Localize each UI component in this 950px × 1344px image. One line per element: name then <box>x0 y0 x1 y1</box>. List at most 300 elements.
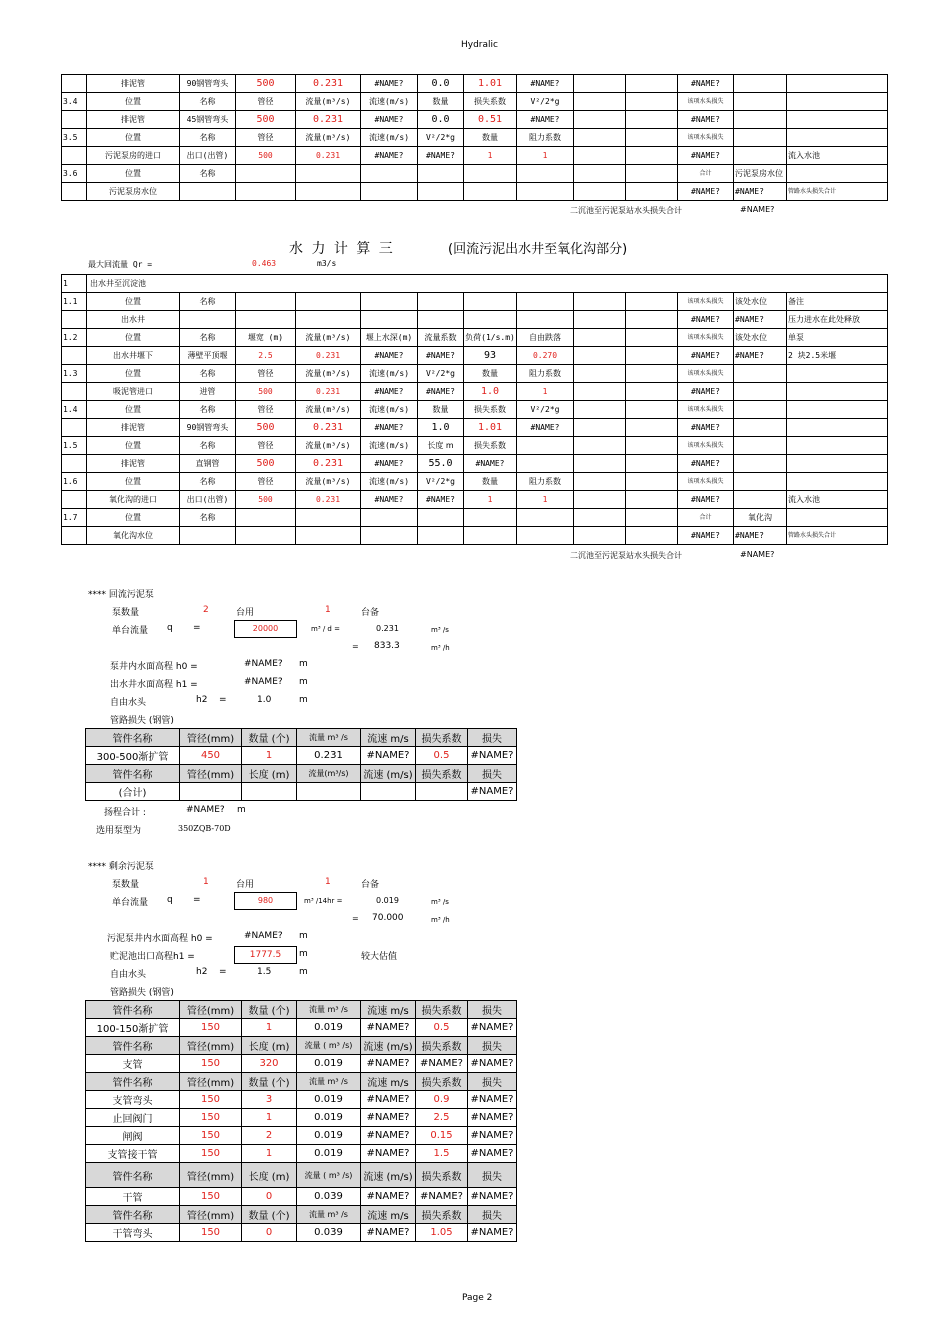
table-cell <box>626 383 678 401</box>
table-cell <box>626 419 678 437</box>
hydraulic-table-top <box>61 74 888 201</box>
table-cell <box>734 93 787 111</box>
table-cell <box>418 311 464 329</box>
pump1-flow-input[interactable]: 20000 <box>234 620 297 638</box>
table-cell <box>626 165 678 183</box>
table-cell: 1.6 <box>62 473 87 491</box>
table-cell: #NAME? <box>734 527 787 545</box>
pump1-count: 2 <box>203 605 209 615</box>
table-cell: 45钢管弯头 <box>180 111 236 129</box>
pump1-h2-sym: h2 <box>196 695 208 705</box>
table-row <box>62 455 888 473</box>
table-cell: 1 <box>242 1109 297 1127</box>
qr-label: 最大回流量 Qr = <box>88 260 153 269</box>
table-cell <box>787 383 888 401</box>
pump2-h2-label: 自由水头 <box>110 970 147 980</box>
table-cell: 名称 <box>180 473 236 491</box>
table-cell: 负荷(1/s.m) <box>464 329 517 347</box>
table-cell: 阻力系数 <box>517 365 574 383</box>
table-cell: #NAME? <box>734 311 787 329</box>
table-header-cell: 流速 (m/s) <box>361 1163 416 1188</box>
table-cell: 0.231 <box>296 75 361 93</box>
table-row <box>86 1224 517 1242</box>
table-cell: 流入水池 <box>787 147 888 165</box>
table-cell: 氧化沟的进口 <box>87 491 180 509</box>
table-cell: 管径 <box>236 365 296 383</box>
table-cell: 1.5 <box>62 437 87 455</box>
pump2-loss-label: 管路损失 (钢管) <box>110 988 174 998</box>
table-header-cell: 流量 m³ /s <box>297 1206 361 1224</box>
table-cell <box>236 527 296 545</box>
table-row <box>62 383 888 401</box>
table-cell: 500 <box>236 419 296 437</box>
pump2-use-label: 台用 <box>236 880 255 890</box>
table-cell <box>517 455 574 473</box>
table-header-cell: 损失 <box>468 729 517 747</box>
table-row <box>62 509 888 527</box>
table-cell: 该处水位 <box>734 293 787 311</box>
table-cell: 0.231 <box>297 747 361 765</box>
table-header-cell: 流量 ( m³ /s) <box>297 1037 361 1055</box>
table-cell <box>296 293 361 311</box>
table-cell: 出口(出管) <box>180 147 236 165</box>
table-header-cell: 管径(mm) <box>180 1037 242 1055</box>
table-cell: 闸阀 <box>86 1127 180 1145</box>
table-cell <box>574 401 626 419</box>
table-cell <box>787 473 888 491</box>
table-cell <box>62 527 87 545</box>
pump2-flow-m3h: 70.000 <box>372 913 404 923</box>
table-cell: 管路水头损失合计 <box>787 183 888 201</box>
table-cell <box>361 293 418 311</box>
table-cell <box>626 437 678 455</box>
table-header-cell: 损失系数 <box>416 729 468 747</box>
table-cell: 位置 <box>87 165 180 183</box>
table-cell <box>464 311 517 329</box>
table-cell: 支管 <box>86 1055 180 1073</box>
table-cell: 150 <box>180 1188 242 1206</box>
table-cell: 位置 <box>87 509 180 527</box>
table-cell: #NAME? <box>464 455 517 473</box>
table-cell: 污泥泵房的进口 <box>87 147 180 165</box>
top-total-value: #NAME? <box>740 205 775 214</box>
table-cell: 55.0 <box>418 455 464 473</box>
table-cell <box>626 129 678 147</box>
table-cell: 1 <box>517 147 574 165</box>
table-cell <box>574 437 626 455</box>
table-cell <box>517 183 574 201</box>
table-cell: 150 <box>180 1091 242 1109</box>
table-cell <box>787 111 888 129</box>
pump2-h1-input[interactable]: 1777.5 <box>234 946 297 964</box>
table-cell: V²/2*g <box>418 473 464 491</box>
table-cell: 位置 <box>87 401 180 419</box>
table-cell <box>574 165 626 183</box>
table-header-cell: 数量 (个) <box>242 729 297 747</box>
table-row <box>62 419 888 437</box>
table-cell: 该项水头损失 <box>678 293 734 311</box>
table-cell: 150 <box>180 1055 242 1073</box>
pump1-loss-label: 管路损失 (钢管) <box>110 716 174 726</box>
table-cell: 自由跌落 <box>517 329 574 347</box>
table-header-cell: 损失系数 <box>416 1037 468 1055</box>
table-cell <box>236 293 296 311</box>
table-row <box>62 365 888 383</box>
table-cell <box>297 783 361 801</box>
pump2-h2-unit: m <box>299 967 308 977</box>
table-cell: 单泵 <box>787 329 888 347</box>
section3-subtitle: (回流污泥出水井至氧化沟部分) <box>448 242 628 257</box>
table-cell: 0.231 <box>296 147 361 165</box>
qr-unit: m3/s <box>317 259 337 268</box>
table-cell: 数量 <box>418 93 464 111</box>
pump1-model-label: 选用泵型为 <box>96 826 142 836</box>
table-cell: 止回阀门 <box>86 1109 180 1127</box>
table-cell: 干管弯头 <box>86 1224 180 1242</box>
table-row <box>62 473 888 491</box>
table-cell: #NAME? <box>361 147 418 165</box>
table-cell: 0.9 <box>416 1091 468 1109</box>
table-cell: #NAME? <box>678 527 734 545</box>
table-header-cell: 管件名称 <box>86 765 180 783</box>
table-cell: 堰宽 (m) <box>236 329 296 347</box>
table-row <box>62 527 888 545</box>
pump1-h1-label: 出水井水面高程 h1 = <box>110 680 198 690</box>
table-header-row <box>86 1037 517 1055</box>
table-cell <box>418 183 464 201</box>
pump2-h1-note: 较大估值 <box>361 952 398 962</box>
table-cell: 90钢管弯头 <box>180 419 236 437</box>
table-row <box>86 747 517 765</box>
table-cell: 1.1 <box>62 293 87 311</box>
table-cell <box>296 527 361 545</box>
table-cell: 500 <box>236 455 296 473</box>
pump2-h1-label: 贮泥池出口高程h1 = <box>110 952 195 962</box>
table-cell: 1 <box>242 747 297 765</box>
table-row <box>86 1127 517 1145</box>
table-cell: 数量 <box>464 365 517 383</box>
pump2-loss-table <box>85 1000 517 1242</box>
table-cell: #NAME? <box>678 147 734 165</box>
table-cell <box>62 419 87 437</box>
table-cell: 1.2 <box>62 329 87 347</box>
table-cell: #NAME? <box>468 1091 517 1109</box>
table-cell <box>734 383 787 401</box>
table-header-cell: 管径(mm) <box>180 729 242 747</box>
table-cell: 名称 <box>180 93 236 111</box>
table-row <box>62 111 888 129</box>
table-cell <box>626 293 678 311</box>
page-footer: Page 2 <box>462 1293 493 1303</box>
table-cell <box>626 527 678 545</box>
pump2-flow-input[interactable]: 980 <box>234 892 297 910</box>
table-cell: 1.3 <box>62 365 87 383</box>
table-cell <box>517 509 574 527</box>
table-cell: 0.019 <box>297 1091 361 1109</box>
table-cell: #NAME? <box>361 747 416 765</box>
table-cell: 合计 <box>678 165 734 183</box>
table-cell: 0.039 <box>297 1188 361 1206</box>
table-cell: 流速(m/s) <box>361 365 418 383</box>
table-cell: 该项水头损失 <box>678 329 734 347</box>
table-cell: #NAME? <box>361 491 418 509</box>
table-cell: 损失系数 <box>464 93 517 111</box>
table-header-cell: 损失 <box>468 1037 517 1055</box>
table-cell: 管径 <box>236 473 296 491</box>
table-header-cell: 流速 m/s <box>361 1073 416 1091</box>
table-cell <box>574 473 626 491</box>
pump2-title: **** 剩余污泥泵 <box>88 862 154 872</box>
table-header-cell: 损失 <box>468 765 517 783</box>
table-cell: #NAME? <box>678 75 734 93</box>
table-cell: V²/2*g <box>517 401 574 419</box>
table-cell <box>464 509 517 527</box>
table-cell <box>296 165 361 183</box>
table-cell: #NAME? <box>361 419 418 437</box>
table-cell: 排泥管 <box>87 111 180 129</box>
pump2-h0: #NAME? <box>244 931 283 941</box>
table-cell: #NAME? <box>517 111 574 129</box>
table-row <box>62 93 888 111</box>
table-row <box>86 783 517 801</box>
table-cell: #NAME? <box>678 311 734 329</box>
table-cell <box>787 365 888 383</box>
table-cell: #NAME? <box>361 1188 416 1206</box>
table-cell <box>626 347 678 365</box>
table-cell <box>787 437 888 455</box>
table-cell <box>180 183 236 201</box>
table-cell <box>236 509 296 527</box>
table-cell: 100-150渐扩管 <box>86 1019 180 1037</box>
table-header-cell: 流量(m³/s) <box>297 765 361 783</box>
table-cell <box>574 311 626 329</box>
table-header-cell: 长度 (m) <box>242 1037 297 1055</box>
table-header-row <box>86 765 517 783</box>
table-cell <box>361 165 418 183</box>
table-cell <box>296 183 361 201</box>
table-cell: #NAME? <box>361 383 418 401</box>
table-cell <box>418 165 464 183</box>
table-cell: 1 <box>464 491 517 509</box>
table-cell: 出水井堰下 <box>87 347 180 365</box>
table-cell: 出水井 <box>87 311 180 329</box>
table-cell <box>517 311 574 329</box>
pump1-h2-unit: m <box>299 695 308 705</box>
table-cell <box>574 419 626 437</box>
table-cell: 损失系数 <box>464 401 517 419</box>
pump1-h1-unit: m <box>299 677 308 687</box>
table-cell: 排泥管 <box>87 455 180 473</box>
table-header-cell: 管径(mm) <box>180 1073 242 1091</box>
table-cell <box>734 401 787 419</box>
table-cell <box>734 473 787 491</box>
pump1-flow-m3s: 0.231 <box>376 624 399 633</box>
table-header-row <box>86 1163 517 1188</box>
s3-total-label: 二沉池至污泥泵站水头损失合计 <box>570 551 682 560</box>
table-cell <box>180 783 242 801</box>
table-cell <box>626 75 678 93</box>
table-cell: 90钢管弯头 <box>180 75 236 93</box>
table-cell <box>787 75 888 93</box>
table-cell: #NAME? <box>361 1019 416 1037</box>
table-cell: 直钢管 <box>180 455 236 473</box>
table-cell: 阻力系数 <box>517 129 574 147</box>
table-cell: 名称 <box>180 329 236 347</box>
table-cell: #NAME? <box>361 347 418 365</box>
table-cell: 流量(m³/s) <box>296 329 361 347</box>
pump2-count: 1 <box>203 877 209 887</box>
table-cell <box>626 365 678 383</box>
table-cell <box>242 783 297 801</box>
table-cell: 1 <box>242 1019 297 1037</box>
table-cell: 该项水头损失 <box>678 365 734 383</box>
table-cell <box>574 491 626 509</box>
table-cell: 管径 <box>236 437 296 455</box>
table-header-cell: 损失系数 <box>416 1163 468 1188</box>
table-header-row <box>86 1206 517 1224</box>
table-cell: V²/2*g <box>418 365 464 383</box>
table-cell <box>62 347 87 365</box>
table-cell <box>418 509 464 527</box>
table-cell <box>626 311 678 329</box>
table-cell: 500 <box>236 147 296 165</box>
table-cell: #NAME? <box>734 347 787 365</box>
table-cell: 1.01 <box>464 419 517 437</box>
table-cell <box>517 293 574 311</box>
table-cell: 0.51 <box>464 111 517 129</box>
table-cell <box>517 527 574 545</box>
table-cell: 名称 <box>180 293 236 311</box>
table-cell: 1 <box>464 147 517 165</box>
table-cell: 0.231 <box>296 419 361 437</box>
table-cell <box>236 311 296 329</box>
table-cell <box>62 383 87 401</box>
table-cell: 污泥泵房水位 <box>87 183 180 201</box>
table-cell: 数量 <box>464 473 517 491</box>
table-header-cell: 损失 <box>468 1073 517 1091</box>
section3-title: 水 力 计 算 三 <box>289 241 395 257</box>
table-cell: 320 <box>242 1055 297 1073</box>
table-cell <box>361 311 418 329</box>
table-cell: 流速(m/s) <box>361 129 418 147</box>
table-cell: 1 <box>242 1145 297 1163</box>
table-cell <box>62 455 87 473</box>
table-cell: 0.231 <box>296 383 361 401</box>
table-cell <box>574 75 626 93</box>
table-cell: 150 <box>180 1145 242 1163</box>
table-cell <box>787 165 888 183</box>
table-cell: 位置 <box>87 93 180 111</box>
table-cell: V²/2*g <box>418 129 464 147</box>
table-cell: 位置 <box>87 129 180 147</box>
table-cell: 名称 <box>180 129 236 147</box>
pump1-spare: 1 <box>325 605 331 615</box>
table-row <box>62 329 888 347</box>
pump2-eq2: = <box>352 914 359 923</box>
table-cell: #NAME? <box>416 1188 468 1206</box>
table-cell: 位置 <box>87 437 180 455</box>
table-cell: 0.270 <box>517 347 574 365</box>
pump2-flow-m3s: 0.019 <box>376 896 399 905</box>
table-cell: 该项水头损失 <box>678 437 734 455</box>
table-cell: #NAME? <box>361 1127 416 1145</box>
pump1-spare-label: 台备 <box>361 608 380 618</box>
table-row <box>62 347 888 365</box>
pump2-eq: = <box>193 895 201 905</box>
table-cell: 流量(m³/s) <box>296 437 361 455</box>
table-cell: 支管接干管 <box>86 1145 180 1163</box>
pump2-flow-label: 单台流量 <box>112 898 149 908</box>
table-cell <box>361 509 418 527</box>
table-row <box>62 437 888 455</box>
table-cell: 进管 <box>180 383 236 401</box>
table-cell: #NAME? <box>361 1145 416 1163</box>
table-cell <box>787 455 888 473</box>
table-cell <box>296 509 361 527</box>
table-cell: 干管 <box>86 1188 180 1206</box>
table-cell <box>787 93 888 111</box>
pump2-flow-unit: m³ /14hr = <box>304 897 343 905</box>
table-cell: 0.0 <box>418 75 464 93</box>
table-cell: 500 <box>236 383 296 401</box>
table-cell: #NAME? <box>678 111 734 129</box>
table-cell: 名称 <box>180 437 236 455</box>
table-cell: #NAME? <box>468 1224 517 1242</box>
table-cell: 位置 <box>87 473 180 491</box>
table-cell <box>236 183 296 201</box>
table-row <box>62 491 888 509</box>
pump1-m3s-unit: m³ /s <box>431 626 449 634</box>
table-cell: (合计) <box>86 783 180 801</box>
pump2-h1-unit: m <box>299 949 308 959</box>
table-cell <box>574 129 626 147</box>
table-cell: 损失系数 <box>464 437 517 455</box>
table-cell: #NAME? <box>468 783 517 801</box>
table-header-cell: 流量 ( m³ /s) <box>297 1163 361 1188</box>
table-cell: 流速(m/s) <box>361 437 418 455</box>
table-cell: 0.15 <box>416 1127 468 1145</box>
table-cell: 2 块2.5米堰 <box>787 347 888 365</box>
table-cell <box>517 437 574 455</box>
pump2-spare-label: 台备 <box>361 880 380 890</box>
pump1-h1: #NAME? <box>244 677 283 687</box>
table-header-cell: 数量 (个) <box>242 1073 297 1091</box>
table-header-row <box>86 1001 517 1019</box>
table-cell: #NAME? <box>418 347 464 365</box>
table-cell: 0.019 <box>297 1109 361 1127</box>
table-cell: 0.019 <box>297 1055 361 1073</box>
table-cell: #NAME? <box>361 1055 416 1073</box>
page-header: Hydralic <box>461 40 498 50</box>
table-cell <box>464 293 517 311</box>
table-cell: 该项水头损失 <box>678 129 734 147</box>
table-cell: 管径 <box>236 129 296 147</box>
table-cell: 名称 <box>180 401 236 419</box>
table-cell <box>734 437 787 455</box>
table-cell <box>734 111 787 129</box>
table-cell <box>787 401 888 419</box>
table-cell: 3 <box>242 1091 297 1109</box>
table-row <box>86 1055 517 1073</box>
table-cell: 0.231 <box>296 347 361 365</box>
table-row <box>62 401 888 419</box>
table-cell: 93 <box>464 347 517 365</box>
table-cell: 流量系数 <box>418 329 464 347</box>
table-cell <box>626 401 678 419</box>
table-cell: 500 <box>236 491 296 509</box>
table-cell <box>574 455 626 473</box>
table-cell: 污泥泵房水位 <box>734 165 787 183</box>
